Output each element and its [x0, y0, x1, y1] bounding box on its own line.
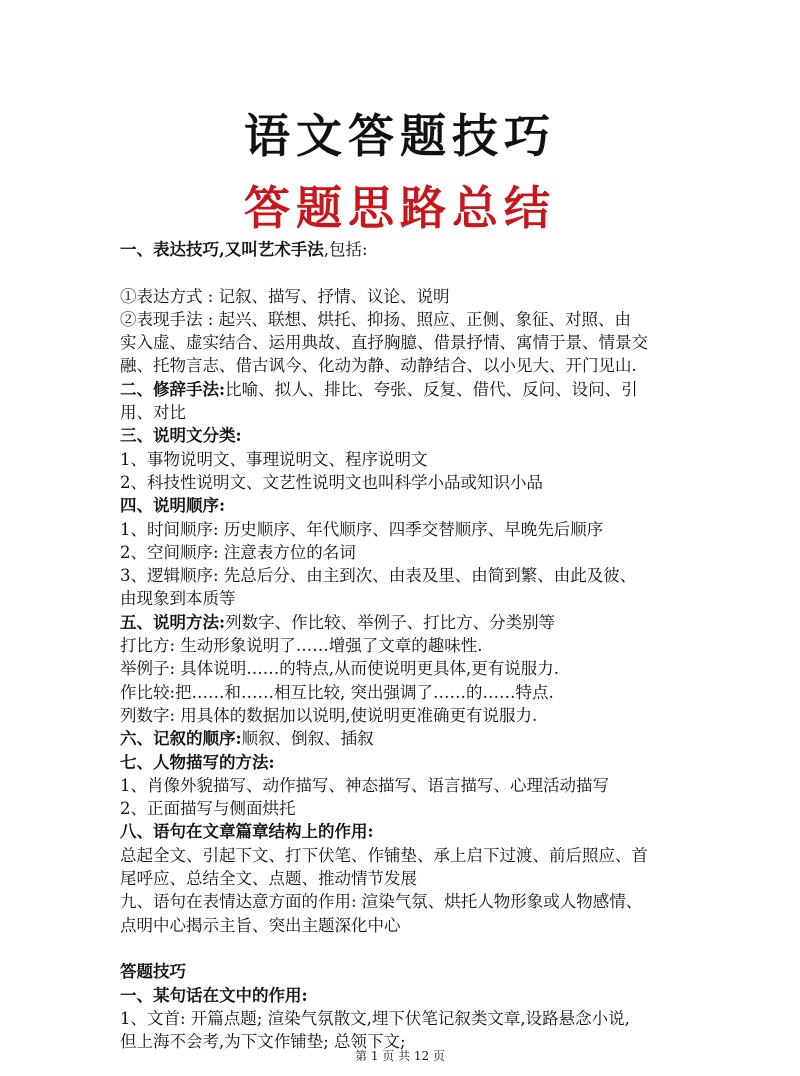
page-footer: 第 1 页 共 12 页 — [355, 1049, 445, 1063]
document-body — [120, 238, 680, 1053]
line-text: 2、正面描写与侧面烘托 — [120, 799, 296, 819]
line-heading: 一、表达技巧,又叫艺术手法 — [120, 240, 324, 259]
line-heading: 二、修辞手法: — [120, 379, 226, 399]
text-line — [120, 751, 680, 774]
text-line — [120, 331, 680, 354]
line-text: 用、对比 — [120, 403, 186, 423]
text-line — [120, 984, 680, 1007]
line-text: 列数字: 用具体的数据加以说明,使说明更准确更有说服力. — [120, 705, 538, 725]
line-heading: 七、人物描写的方法: — [120, 752, 275, 772]
line-text: ②表现手法 : 起兴、联想、烘托、抑扬、照应、正侧、象征、对照、由 — [120, 309, 632, 329]
page-title: 语文答题技巧 — [244, 109, 556, 163]
text-line — [120, 494, 680, 517]
line-heading: 一、某句话在文中的作用: — [120, 985, 308, 1005]
text-line — [120, 681, 680, 704]
line-text: 由现象到本质等 — [120, 589, 236, 609]
text-line — [120, 541, 680, 564]
line-text: 2、空间顺序: 注意表方位的名词 — [120, 542, 356, 562]
text-line — [120, 844, 680, 867]
text-line — [120, 285, 680, 308]
text-line — [120, 937, 680, 960]
line-text: 但上海不会考,为下文作铺垫; 总领下文; — [120, 1032, 406, 1052]
text-line — [120, 518, 680, 541]
line-heading: 答题技巧 — [120, 962, 186, 982]
line-text: 1、文首: 开篇点题; 渲染气氛散文,埋下伏笔记叙类文章,设路悬念小说, — [120, 1008, 630, 1028]
line-text: 总起全文、引起下文、打下伏笔、作铺垫、承上启下过渡、前后照应、首 — [120, 845, 648, 865]
line-text: 融、托物言志、借古讽今、化动为静、动静结合、以小见大、开门见山. — [120, 356, 637, 376]
text-line — [120, 774, 680, 797]
text-line — [120, 657, 680, 680]
line-text: 实入虚、虚实结合、运用典故、直抒胸臆、借景抒情、寓情于景、情景交 — [120, 333, 648, 353]
text-line — [120, 611, 680, 634]
text-line — [120, 448, 680, 471]
line-text: 举例子: 具体说明……的特点,从而使说明更具体,更有说服力. — [120, 659, 560, 679]
text-line — [120, 471, 680, 494]
text-line — [120, 890, 680, 913]
line-text: 1、时间顺序: 历史顺序、年代顺序、四季交替顺序、早晚先后顺序 — [120, 519, 604, 539]
text-line — [120, 704, 680, 727]
text-line — [120, 727, 680, 750]
text-line — [120, 587, 680, 610]
line-heading: 八、语句在文章篇章结构上的作用: — [120, 822, 374, 842]
text-line — [120, 867, 680, 890]
text-line — [120, 401, 680, 424]
line-heading: 三、说明文分类: — [120, 426, 242, 446]
line-heading: 六、记叙的顺序: — [120, 729, 242, 749]
text-line — [120, 564, 680, 587]
text-line — [120, 634, 680, 657]
line-heading: 四、说明顺序: — [120, 496, 226, 516]
text-line — [120, 820, 680, 843]
text-line — [120, 424, 680, 447]
text-line — [120, 354, 680, 377]
line-text: 1、事物说明文、事理说明文、程序说明文 — [120, 449, 428, 469]
line-text: 打比方: 生动形象说明了……增强了文章的趣味性. — [120, 636, 483, 656]
line-text: 1、肖像外貌描写、动作描写、神态描写、语言描写、心理活动描写 — [120, 775, 609, 795]
line-text: 顺叙、倒叙、插叙 — [241, 729, 374, 749]
text-line — [120, 378, 680, 401]
line-text: 作比较:把……和……相互比较, 突出强调了……的……特点. — [120, 682, 554, 702]
text-line — [120, 797, 680, 820]
line-text: 列数字、作比较、举例子、打比方、分类别等 — [225, 612, 556, 632]
text-line — [120, 261, 680, 284]
text-line — [120, 238, 680, 261]
line-heading: 五、说明方法: — [120, 612, 226, 632]
text-line — [120, 960, 680, 983]
line-text: ①表达方式 : 记叙、描写、抒情、议论、说明 — [120, 286, 450, 306]
text-line — [120, 308, 680, 331]
line-text: 尾呼应、总结全文、点题、推动情节发展 — [120, 869, 417, 889]
line-text: ,包括: — [323, 240, 368, 259]
line-text: 2、科技性说明文、文艺性说明文也叫科学小品或知识小品 — [120, 472, 543, 492]
line-text: 比喻、拟人、排比、夸张、反复、借代、反问、设问、引 — [225, 379, 638, 399]
page-subtitle: 答题思路总结 — [244, 181, 556, 235]
line-text: 九、语句在表情达意方面的作用: 渲染气氛、烘托人物形象或人物感情、 — [120, 892, 643, 912]
text-line — [120, 1007, 680, 1030]
line-text: 3、逻辑顺序: 先总后分、由主到次、由表及里、由简到繁、由此及彼、 — [120, 566, 637, 586]
line-text: 点明中心揭示主旨、突出主题深化中心 — [120, 915, 401, 935]
text-line — [120, 914, 680, 937]
